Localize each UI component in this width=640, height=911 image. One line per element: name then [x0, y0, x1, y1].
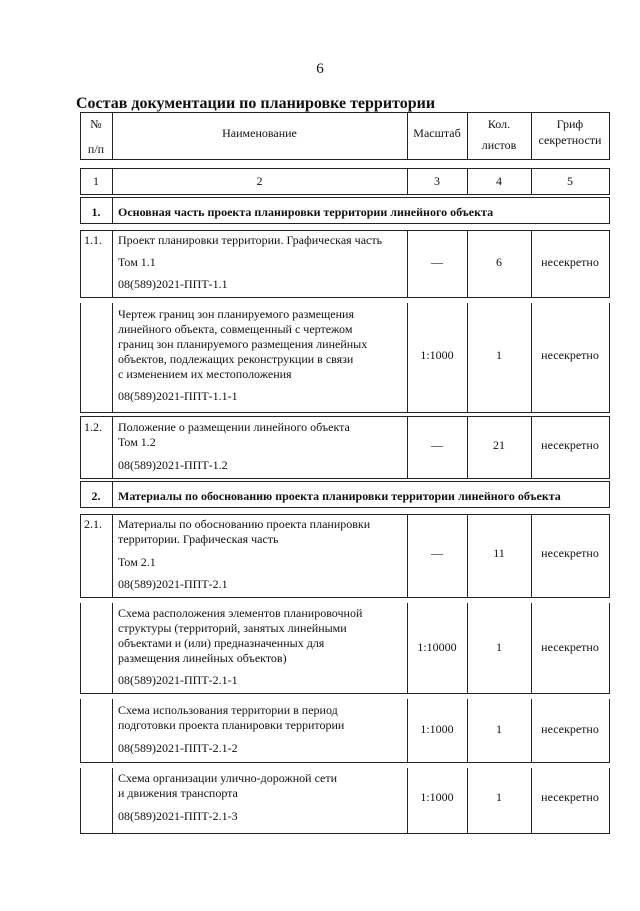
row-name-line: Чертеж границ зон планируемого размещения: [118, 307, 354, 321]
row-scale: —: [431, 255, 443, 269]
table-rule: [112, 514, 113, 598]
row-scale: 1:1000: [420, 722, 454, 736]
row-name-line: 08(589)2021-ППТ-1.2: [118, 458, 228, 472]
table-rule: [80, 197, 609, 198]
section-title: Основная часть проекта планировки территории линейного объекта: [118, 205, 494, 219]
row-number: 2.1.: [84, 517, 102, 531]
row-name-line: объектами и (или) предназначенных для: [118, 636, 325, 650]
table-rule: [80, 507, 609, 508]
header-secrecy-sub: секретности: [538, 133, 602, 147]
row-name-line: размещения линейных объектов): [118, 651, 287, 665]
table-rule: [80, 597, 609, 598]
table-rule: [609, 112, 610, 160]
header-num-sub: п/п: [87, 142, 105, 156]
row-secrecy: несекретно: [541, 722, 599, 736]
row-name-line: Том 2.1: [118, 555, 156, 569]
row-scale: 1:1000: [420, 790, 454, 804]
row-name-line: Материалы по обоснованию проекта планировки: [118, 517, 371, 531]
row-name-line: Положение о размещении линейного объекта: [118, 420, 350, 434]
document-title: Состав документации по планировке территории: [76, 95, 436, 112]
table-rule: [609, 303, 610, 413]
header-count-sub: листов: [481, 138, 517, 152]
table-rule: [609, 416, 610, 479]
page-number: 6: [316, 61, 324, 77]
row-name-line: 08(589)2021-ППТ-2.1-3: [118, 809, 238, 823]
table-rule: [80, 416, 609, 417]
table-rule: [609, 481, 610, 508]
table-rule: [80, 768, 81, 834]
column-number: 3: [434, 174, 440, 188]
table-rule: [80, 112, 609, 113]
table-rule: [112, 303, 113, 413]
row-count: 1: [496, 790, 502, 804]
row-name-line: и движения транспорта: [118, 786, 238, 800]
row-name-line: 08(589)2021-ППТ-1.1-1: [118, 389, 238, 403]
section-number: 1.: [91, 205, 101, 219]
row-name-line: 08(589)2021-ППТ-1.1: [118, 277, 228, 291]
row-secrecy: несекретно: [541, 790, 599, 804]
table-rule: [80, 762, 609, 763]
row-count: 6: [496, 255, 502, 269]
table-rule: [80, 412, 609, 413]
column-number: 4: [496, 174, 502, 188]
row-count: 11: [493, 546, 505, 560]
table-rule: [112, 768, 113, 834]
table-rule: [80, 478, 609, 479]
header-count: Кол.: [487, 117, 511, 131]
table-rule: [112, 197, 113, 224]
table-rule: [609, 168, 610, 195]
table-rule: [609, 197, 610, 224]
row-name-line: структуры (территорий, занятых линейными: [118, 621, 347, 635]
table-rule: [112, 603, 113, 694]
table-rule: [112, 416, 113, 479]
table-rule: [80, 194, 609, 195]
row-count: 21: [493, 438, 505, 452]
table-rule: [80, 230, 81, 298]
table-rule: [80, 833, 609, 834]
table-rule: [80, 603, 81, 694]
row-count: 1: [496, 722, 502, 736]
row-name-line: с изменением их местоположения: [118, 367, 292, 381]
table-rule: [112, 481, 113, 508]
row-number: 1.2.: [84, 420, 102, 434]
row-name-line: Схема использования территории в период: [118, 703, 338, 717]
row-name-line: 08(589)2021-ППТ-2.1-1: [118, 673, 238, 687]
table-rule: [80, 230, 609, 231]
row-scale: —: [431, 546, 443, 560]
section-number: 2.: [91, 489, 101, 503]
row-name-line: Проект планировки территории. Графическая часть: [118, 233, 383, 247]
table-rule: [609, 603, 610, 694]
row-name-line: 08(589)2021-ППТ-2.1: [118, 577, 228, 591]
table-rule: [80, 514, 81, 598]
table-rule: [80, 699, 81, 763]
table-rule: [609, 230, 610, 298]
table-rule: [80, 297, 609, 298]
row-count: 1: [496, 640, 502, 654]
row-secrecy: несекретно: [541, 255, 599, 269]
row-name-line: территории. Графическая часть: [118, 532, 279, 546]
row-name-line: объектов, подлежащих реконструкции в связи: [118, 352, 354, 366]
column-number: 5: [567, 174, 573, 188]
column-number: 1: [93, 174, 99, 188]
table-rule: [80, 223, 609, 224]
table-rule: [609, 768, 610, 834]
row-secrecy: несекретно: [541, 438, 599, 452]
section-title: Материалы по обоснованию проекта планировки территории линейного объекта: [118, 489, 561, 503]
row-name-line: линейного объекта, совмещенный с чертежом: [118, 322, 353, 336]
row-secrecy: несекретно: [541, 640, 599, 654]
table-rule: [609, 514, 610, 598]
table-rule: [80, 416, 81, 479]
row-name-line: Том 1.2: [118, 435, 156, 449]
table-rule: [80, 693, 609, 694]
table-rule: [112, 230, 113, 298]
table-rule: [80, 159, 609, 160]
row-count: 1: [496, 348, 502, 362]
header-scale: Масштаб: [413, 126, 461, 140]
row-name-line: подготовки проекта планировки территории: [118, 718, 345, 732]
header-secrecy: Гриф: [556, 117, 584, 131]
row-name-line: Схема организации улично-дорожной сети: [118, 771, 338, 785]
row-scale: —: [431, 438, 443, 452]
column-number: 2: [256, 174, 263, 188]
row-name-line: 08(589)2021-ППТ-2.1-2: [118, 741, 238, 755]
row-scale: 1:1000: [420, 348, 454, 362]
table-rule: [609, 699, 610, 763]
table-rule: [80, 168, 609, 169]
row-scale: 1:10000: [417, 640, 457, 654]
table-rule: [80, 514, 609, 515]
row-secrecy: несекретно: [541, 348, 599, 362]
header-num: №: [90, 117, 102, 131]
table-rule: [112, 699, 113, 763]
table-rule: [80, 303, 81, 413]
row-name-line: Том 1.1: [118, 255, 156, 269]
row-number: 1.1.: [84, 233, 102, 247]
row-name-line: границ зон планируемого размещения линейных: [118, 337, 368, 351]
row-secrecy: несекретно: [541, 546, 599, 560]
table-rule: [80, 481, 609, 482]
header-name: Наименование: [222, 126, 297, 140]
row-name-line: Схема расположения элементов планировочной: [118, 606, 363, 620]
